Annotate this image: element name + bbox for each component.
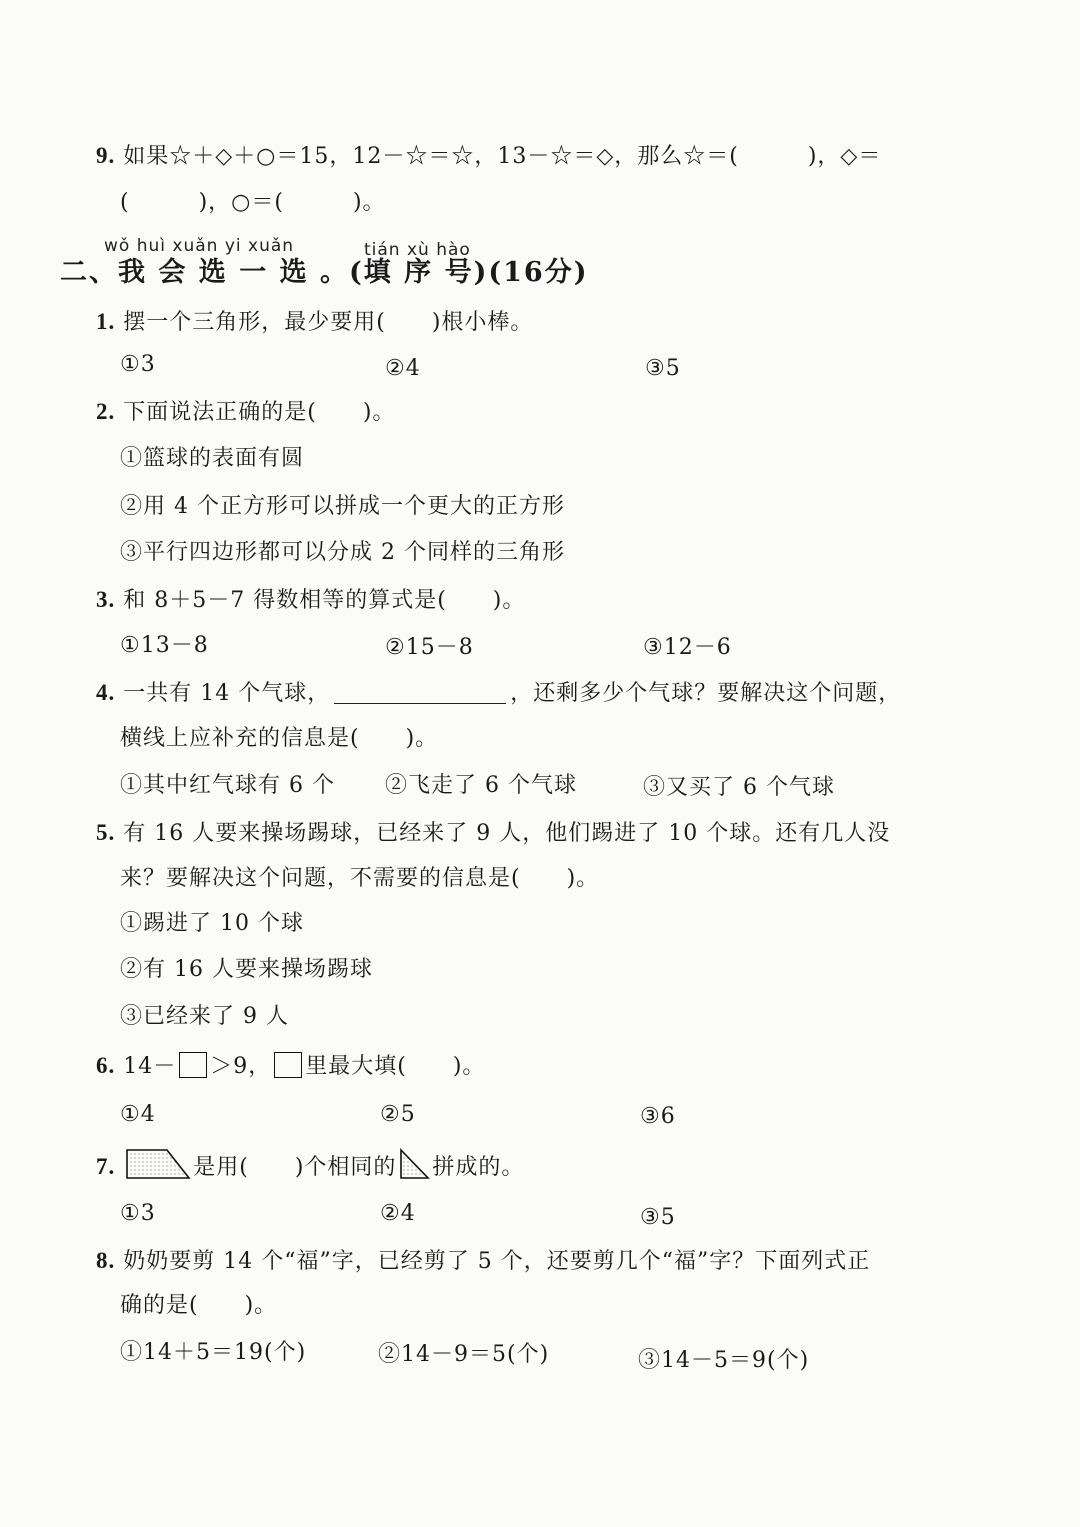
q7-text-part1: 是用( )个相同的 (193, 1155, 397, 1180)
q8-option-3: ③14－5＝9(个) (638, 1348, 810, 1373)
q6-option-1: ①4 (120, 1102, 156, 1127)
q4-option-3: ③又买了 6 个气球 (643, 775, 835, 800)
q5-stem (96, 818, 890, 849)
q7-stem (96, 1148, 524, 1189)
q6-blank-box-2 (274, 1052, 302, 1078)
triangle-shape-icon (398, 1148, 430, 1189)
q4-stem (96, 678, 901, 709)
q9-number: 9. (96, 143, 116, 168)
q4-option-2: ②飞走了 6 个气球 (385, 773, 577, 798)
q8-stem (96, 1246, 870, 1277)
q3-option-1: ①13－8 (120, 633, 209, 658)
q4-answer-blank (334, 679, 506, 704)
q1-option-2: ②4 (385, 356, 421, 381)
q8-line2: 确的是( )。 (120, 1293, 278, 1318)
q4-option-1: ①其中红气球有 6 个 (120, 773, 335, 798)
q9-text: 如果☆＋◇＋○＝15，12－☆＝☆，13－☆＝◇，那么☆＝( )，◇＝ (123, 144, 882, 169)
q4-text-before: 一共有 14 个气球， (123, 681, 331, 706)
q2-text: 下面说法正确的是( )。 (123, 400, 396, 425)
q8-option-2: ②14－9＝5(个) (378, 1342, 550, 1367)
q8-option-1: ①14＋5＝19(个) (120, 1340, 307, 1365)
q3-option-2: ②15－8 (385, 635, 474, 660)
q2-option-2: ②用 4 个正方形可以拼成一个更大的正方形 (120, 494, 565, 519)
q6-option-3: ③6 (640, 1104, 676, 1129)
q1-stem (96, 307, 533, 338)
q2-stem (96, 397, 395, 428)
q5-text: 有 16 人要来操场踢球，已经来了 9 人，他们踢进了 10 个球。还有几人没 (123, 821, 891, 846)
q3-option-3: ③12－6 (643, 635, 732, 660)
q7-option-3: ③5 (640, 1205, 676, 1230)
q4-number: 4. (96, 680, 116, 705)
q6-text-part3: 里最大填( )。 (305, 1054, 486, 1079)
q7-option-1: ①3 (120, 1201, 156, 1226)
q4-line2: 横线上应补充的信息是( )。 (120, 726, 439, 751)
q9-line2: ( )，○＝( )。 (120, 190, 386, 215)
q5-line2: 来？要解决这个问题，不需要的信息是( )。 (120, 866, 600, 891)
q7-option-2: ②4 (380, 1201, 416, 1226)
q3-stem (96, 585, 525, 616)
q3-text: 和 8＋5－7 得数相等的算式是( )。 (123, 588, 526, 613)
q1-option-1: ①3 (120, 352, 156, 377)
q2-option-3: ③平行四边形都可以分成 2 个同样的三角形 (120, 540, 565, 565)
q6-text-part1: 14－ (123, 1054, 177, 1079)
q6-blank-box-1 (179, 1052, 207, 1078)
q5-option-3: ③已经来了 9 人 (120, 1004, 289, 1029)
q8-text: 奶奶要剪 14 个“福”字，已经剪了 5 个，还要剪几个“福”字？下面列式正 (123, 1249, 871, 1274)
q5-option-1: ①踢进了 10 个球 (120, 911, 304, 936)
q1-text: 摆一个三角形，最少要用( )根小棒。 (123, 310, 534, 335)
q6-stem (96, 1051, 485, 1082)
q5-number: 5. (96, 820, 116, 845)
q9-line1 (96, 141, 881, 172)
section-title: 二、我 会 选 一 选 。(填 序 号)(16分) (60, 257, 589, 288)
section-pinyin-2: tián xù hào (364, 240, 471, 260)
q1-number: 1. (96, 309, 116, 334)
section-pinyin-1: wǒ huì xuǎn yi xuǎn (104, 236, 295, 256)
q6-option-2: ②5 (380, 1102, 416, 1127)
q4-text-after: ，还剩多少个气球？要解决这个问题， (510, 681, 902, 706)
trapezoid-shape-icon (125, 1148, 191, 1189)
q6-text-part2: ＞9， (210, 1054, 272, 1079)
q2-option-1: ①篮球的表面有圆 (120, 446, 305, 471)
q7-text-part2: 拼成的。 (432, 1155, 525, 1180)
q1-option-3: ③5 (645, 356, 681, 381)
q6-number: 6. (96, 1053, 116, 1078)
q5-option-2: ②有 16 人要来操场踢球 (120, 957, 373, 982)
q3-number: 3. (96, 587, 116, 612)
q8-number: 8. (96, 1248, 116, 1273)
q2-number: 2. (96, 399, 116, 424)
q7-number: 7. (96, 1154, 116, 1179)
